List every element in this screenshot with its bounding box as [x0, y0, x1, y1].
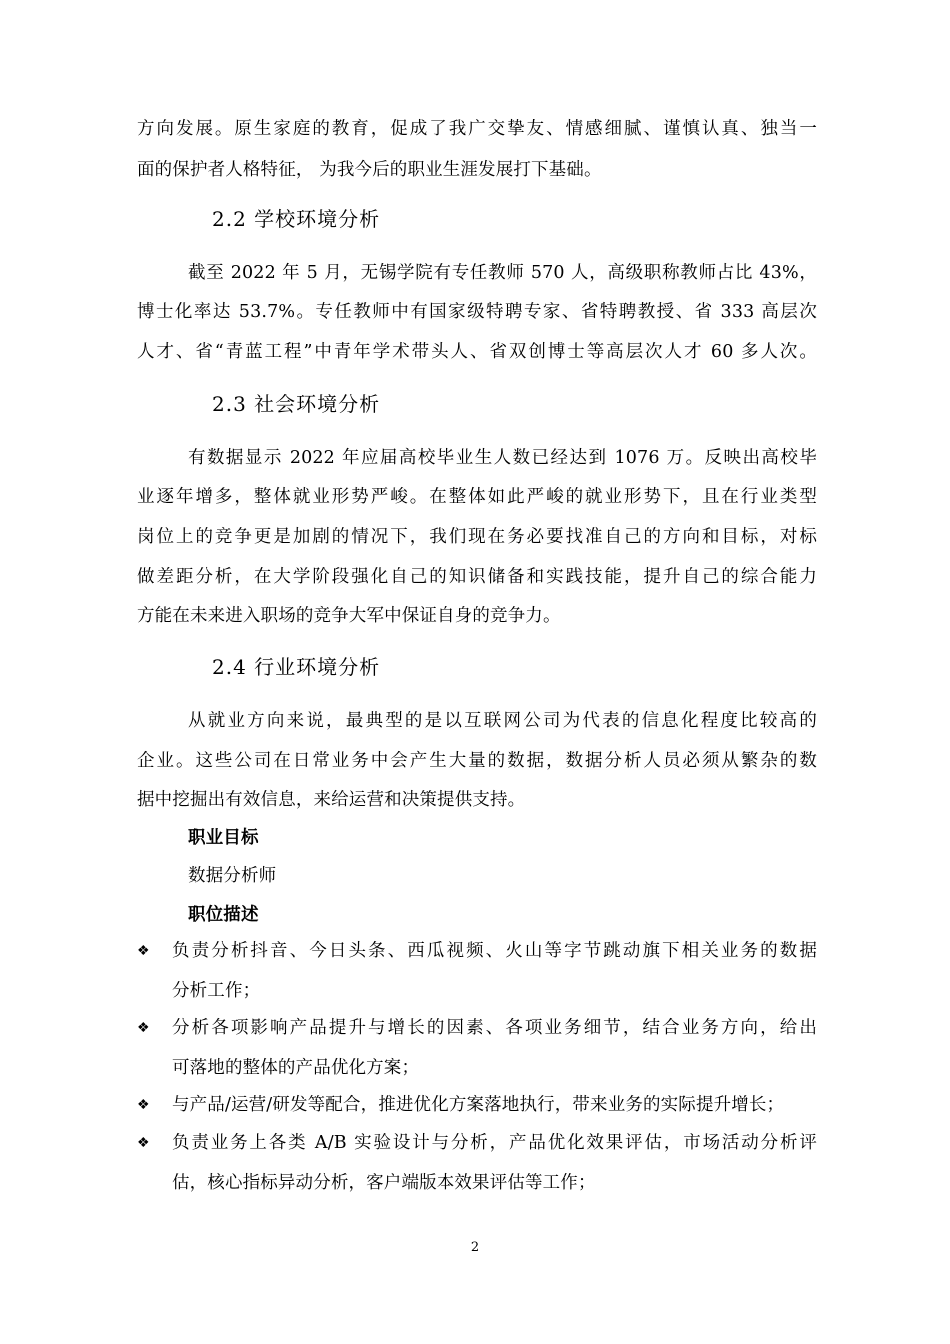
list-item: 估，核心指标异动分析，客户端版本效果评估等工作； [172, 1173, 596, 1193]
paragraph-line: 有数据显示 2022 年应届高校毕业生人数已经达到 1076 万。反映出高校毕 [188, 448, 817, 468]
paragraph-line: 业逐年增多，整体就业形势严峻。在整体如此严峻的就业形势下，且在行业类型 [137, 487, 817, 507]
list-item: 负责分析抖音、今日头条、西瓜视频、火山等字节跳动旗下相关业务的数据 [172, 941, 817, 961]
diamond-bullet-icon: ❖ [137, 1020, 150, 1036]
paragraph-line: 企业。这些公司在日常业务中会产生大量的数据，数据分析人员必须从繁杂的数 [137, 751, 817, 771]
diamond-bullet-icon: ❖ [137, 1135, 150, 1151]
paragraph-line: 岗位上的竞争更是加剧的情况下，我们现在务必要找准自己的方向和目标，对标 [137, 527, 817, 547]
career-goal-label: 职业目标 [188, 828, 259, 848]
paragraph-line: 方向发展。原生家庭的教育，促成了我广交挚友、情感细腻、谨慎认真、独当一 [137, 119, 817, 139]
paragraph-line: 截至 2022 年 5 月，无锡学院有专任教师 570 人，高级职称教师占比 43%， [188, 263, 817, 283]
paragraph-line: 据中挖掘出有效信息，来给运营和决策提供支持。 [137, 790, 526, 810]
paragraph-line: 做差距分析，在大学阶段强化自己的知识储备和实践技能，提升自己的综合能力 [137, 567, 817, 587]
list-item: 可落地的整体的产品优化方案； [172, 1058, 420, 1078]
diamond-bullet-icon: ❖ [137, 1097, 150, 1113]
page-number: 2 [470, 1240, 480, 1255]
section-heading-2-4: 2.4 行业环境分析 [212, 655, 381, 679]
paragraph-line: 博士化率达 53.7%。专任教师中有国家级特聘专家、省特聘教授、省 333 高层次 [137, 302, 817, 322]
list-item: 分析各项影响产品提升与增长的因素、各项业务细节，结合业务方向，给出 [172, 1018, 817, 1038]
diamond-bullet-icon: ❖ [137, 943, 150, 959]
job-description-label: 职位描述 [188, 905, 259, 925]
list-item: 负责业务上各类 A/B 实验设计与分析，产品优化效果评估，市场活动分析评 [172, 1133, 817, 1153]
paragraph-line: 方能在未来进入职场的竞争大军中保证自身的竞争力。 [137, 606, 561, 626]
section-heading-2-2: 2.2 学校环境分析 [212, 207, 381, 231]
paragraph-line: 人才、省“青蓝工程”中青年学术带头人、省双创博士等高层次人才 60 多人次。 [137, 342, 817, 362]
career-goal-value: 数据分析师 [188, 866, 277, 886]
paragraph-line: 面的保护者人格特征， 为我今后的职业生涯发展打下基础。 [137, 160, 602, 180]
section-heading-2-3: 2.3 社会环境分析 [212, 392, 381, 416]
paragraph-line: 从就业方向来说，最典型的是以互联网公司为代表的信息化程度比较高的 [188, 711, 817, 731]
list-item: 分析工作； [172, 981, 261, 1001]
list-item: 与产品/运营/研发等配合，推进优化方案落地执行，带来业务的实际提升增长； [172, 1095, 785, 1115]
